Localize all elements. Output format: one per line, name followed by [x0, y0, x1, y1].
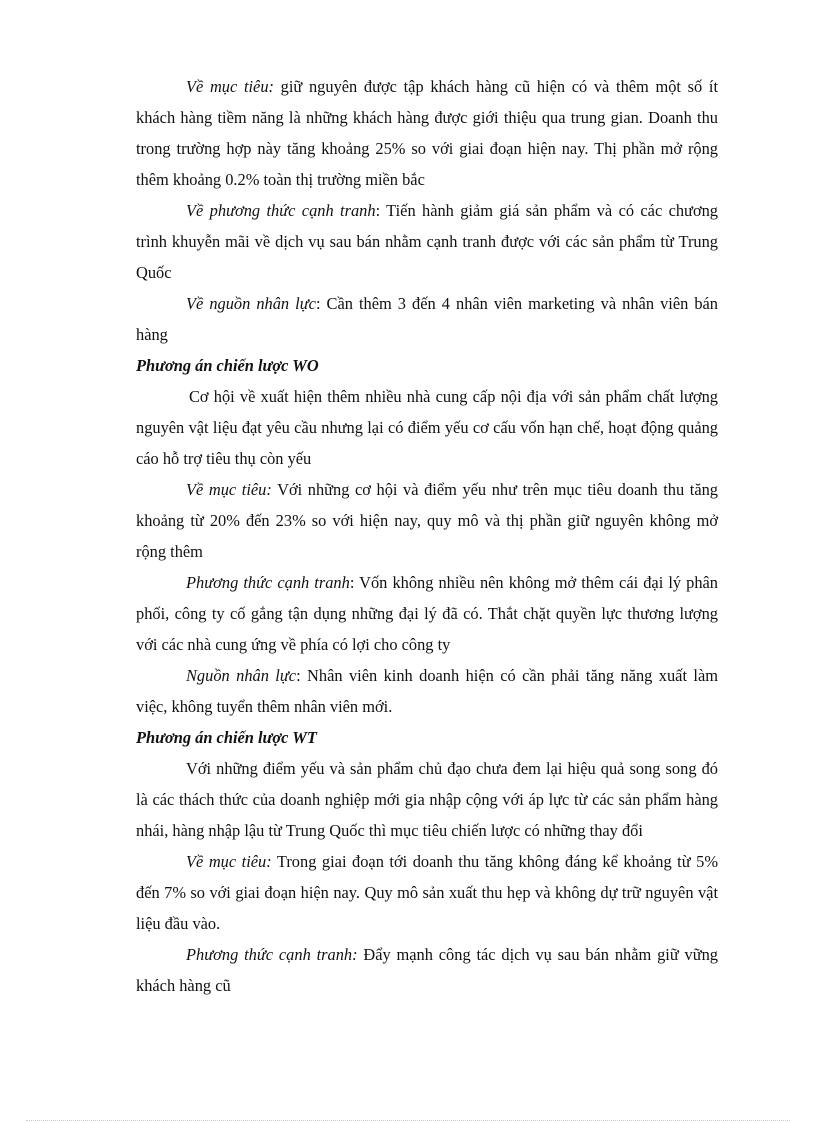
- paragraph-wo-intro: Cơ hội về xuất hiện thêm nhiều nhà cung cấp nội địa với sản phẩm chất lượng nguyên vật liệu đạt yêu cầu nhưng lại có điểm yếu cơ cấu vốn hạn chế, hoạt động quảng cáo hỗ trợ tiêu thụ còn yếu: [136, 387, 718, 468]
- paragraph-label: Về nguồn nhân lực: [186, 294, 316, 313]
- paragraph-text: Trong giai đoạn tới doanh thu tăng không đáng kể khoảng từ 5% đến 7% so với giai đoạn hiện nay. Quy mô sản xuất thu hẹp và không dự trữ nguyên vật liệu đầu vào.: [136, 852, 718, 933]
- paragraph-text: giữ nguyên được tập khách hàng cũ hiện có và thêm một số ít khách hàng tiềm năng là những khách hàng được giới thiệu qua trung gian. Doanh thu trong trường hợp này tăng khoảng 25% so với giai đoạn hiện nay. Thị phần mở rộng thêm khoảng 0.2% toàn thị trường miền bắc: [136, 77, 718, 189]
- paragraph-s0-competition: [136, 195, 718, 288]
- paragraph-wt-intro: Với những điểm yếu và sản phẩm chủ đạo chưa đem lại hiệu quả song song đó là các thách thức của doanh nghiệp mới gia nhập cộng với áp lực từ các sản phẩm hàng nhái, hàng nhập lậu từ Trung Quốc thì mục tiêu chiến lược có những thay đổi: [136, 759, 718, 840]
- paragraph-text: Đẩy mạnh công tác dịch vụ sau bán nhằm giữ vững khách hàng cũ: [136, 945, 718, 995]
- section-heading-wo: Phương án chiến lược WO: [136, 356, 319, 375]
- paragraph-label: Về mục tiêu:: [186, 77, 274, 96]
- paragraph-s0-goal: [136, 71, 718, 195]
- paragraph-label: Về mục tiêu:: [186, 480, 272, 499]
- paragraph-label: Phương thức cạnh tranh: [186, 573, 350, 592]
- paragraph-label: Nguồn nhân lực: [186, 666, 297, 685]
- paragraph-wo-hr: [136, 660, 718, 722]
- document-page: [136, 71, 718, 1001]
- paragraph-label: Phương thức cạnh tranh:: [186, 945, 358, 964]
- paragraph-text: : Cần thêm 3 đến 4 nhân viên marketing và nhân viên bán hàng: [136, 294, 718, 344]
- paragraph-s0-hr: [136, 288, 718, 350]
- section-heading-wt: Phương án chiến lược WT: [136, 728, 317, 747]
- paragraph-wo-goal: [136, 474, 718, 567]
- paragraph-wt-goal: [136, 846, 718, 939]
- paragraph-text: : Tiến hành giảm giá sản phẩm và có các chương trình khuyễn mãi về dịch vụ sau bán nhằm cạnh tranh được với các sản phẩm từ Trung Quốc: [136, 201, 719, 282]
- paragraph-wt-competition: [136, 939, 718, 1001]
- footer-divider: [26, 1120, 790, 1121]
- paragraph-text: : Vốn không nhiều nên không mở thêm cái đại lý phân phối, công ty cố gắng tận dụng những đại lý đã có. Thắt chặt quyền lực thương lượng với các nhà cung ứng về phía có lợi cho công ty: [136, 573, 718, 654]
- paragraph-wo-competition: [136, 567, 718, 660]
- paragraph-text: Với những cơ hội và điểm yếu như trên mục tiêu doanh thu tăng khoảng từ 20% đến 23% so với hiện nay, quy mô và thị phần giữ nguyên không mở rộng thêm: [136, 480, 718, 561]
- paragraph-label: Về mục tiêu:: [186, 852, 272, 871]
- paragraph-text: : Nhân viên kinh doanh hiện có cần phải tăng năng xuất làm việc, không tuyển thêm nhân viên mới.: [136, 666, 718, 716]
- paragraph-label: Về phương thức cạnh tranh: [186, 201, 376, 220]
